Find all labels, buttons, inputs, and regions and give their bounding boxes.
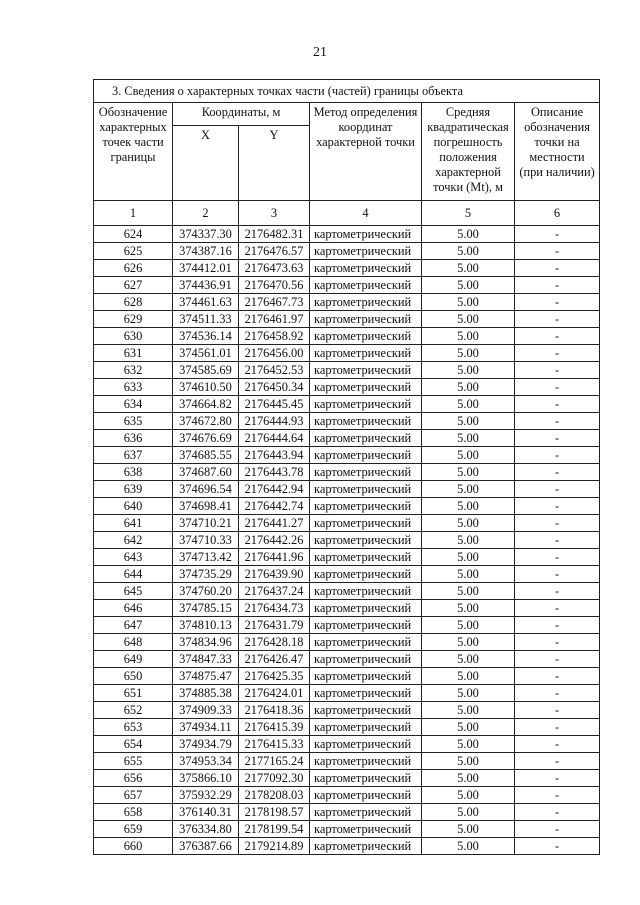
cell-y: 2178199.54 <box>239 821 310 838</box>
cell-point-id: 654 <box>94 736 173 753</box>
cell-point-id: 628 <box>94 294 173 311</box>
cell-point-id: 631 <box>94 345 173 362</box>
cell-method: картометрический <box>310 736 422 753</box>
cell-description: - <box>515 685 600 702</box>
cell-mean-error: 5.00 <box>422 838 515 855</box>
cell-mean-error: 5.00 <box>422 413 515 430</box>
cell-description: - <box>515 651 600 668</box>
cell-mean-error: 5.00 <box>422 668 515 685</box>
cell-mean-error: 5.00 <box>422 447 515 464</box>
cell-x: 374909.33 <box>173 702 239 719</box>
cell-method: картометрический <box>310 566 422 583</box>
table-row <box>94 549 600 566</box>
cell-method: картометрический <box>310 583 422 600</box>
table-row <box>94 294 600 311</box>
cell-y: 2176442.26 <box>239 532 310 549</box>
table-row <box>94 481 600 498</box>
cell-method: картометрический <box>310 498 422 515</box>
cell-x: 374461.63 <box>173 294 239 311</box>
cell-description: - <box>515 481 600 498</box>
cell-description: - <box>515 515 600 532</box>
header-coordinates: Координаты, м <box>173 103 310 126</box>
table-row <box>94 821 600 838</box>
cell-x: 374698.41 <box>173 498 239 515</box>
cell-x: 374387.16 <box>173 243 239 260</box>
table-row <box>94 651 600 668</box>
cell-description: - <box>515 311 600 328</box>
cell-x: 374536.14 <box>173 328 239 345</box>
cell-x: 374696.54 <box>173 481 239 498</box>
table-row <box>94 311 600 328</box>
table-row <box>94 515 600 532</box>
boundary-points-table <box>93 79 600 855</box>
cell-mean-error: 5.00 <box>422 702 515 719</box>
cell-method: картометрический <box>310 294 422 311</box>
cell-point-id: 651 <box>94 685 173 702</box>
cell-x: 374710.21 <box>173 515 239 532</box>
cell-y: 2176458.92 <box>239 328 310 345</box>
cell-description: - <box>515 753 600 770</box>
cell-method: картометрический <box>310 770 422 787</box>
column-number: 4 <box>310 201 422 226</box>
cell-y: 2176452.53 <box>239 362 310 379</box>
cell-point-id: 639 <box>94 481 173 498</box>
cell-description: - <box>515 770 600 787</box>
table-row <box>94 379 600 396</box>
cell-description: - <box>515 260 600 277</box>
cell-method: картометрический <box>310 753 422 770</box>
cell-description: - <box>515 413 600 430</box>
cell-y: 2176441.96 <box>239 549 310 566</box>
cell-point-id: 658 <box>94 804 173 821</box>
cell-mean-error: 5.00 <box>422 651 515 668</box>
table-row <box>94 532 600 549</box>
cell-x: 374934.11 <box>173 719 239 736</box>
cell-y: 2176476.57 <box>239 243 310 260</box>
cell-method: картометрический <box>310 804 422 821</box>
cell-mean-error: 5.00 <box>422 600 515 617</box>
cell-point-id: 633 <box>94 379 173 396</box>
cell-method: картометрический <box>310 719 422 736</box>
cell-point-id: 644 <box>94 566 173 583</box>
cell-description: - <box>515 838 600 855</box>
cell-method: картометрический <box>310 668 422 685</box>
cell-x: 374412.01 <box>173 260 239 277</box>
cell-point-id: 646 <box>94 600 173 617</box>
cell-x: 375932.29 <box>173 787 239 804</box>
header-y: Y <box>239 126 310 201</box>
cell-description: - <box>515 328 600 345</box>
cell-mean-error: 5.00 <box>422 685 515 702</box>
cell-method: картометрический <box>310 396 422 413</box>
table-row <box>94 396 600 413</box>
cell-point-id: 655 <box>94 753 173 770</box>
cell-mean-error: 5.00 <box>422 719 515 736</box>
page-number: 21 <box>313 45 327 60</box>
cell-y: 2176442.94 <box>239 481 310 498</box>
cell-y: 2176415.39 <box>239 719 310 736</box>
header-mean-error: Средняя квадратическая погрешность положения характерной точки (Mt), м <box>422 103 515 201</box>
cell-y: 2176461.97 <box>239 311 310 328</box>
cell-point-id: 642 <box>94 532 173 549</box>
cell-y: 2176470.56 <box>239 277 310 294</box>
cell-x: 376140.31 <box>173 804 239 821</box>
cell-description: - <box>515 566 600 583</box>
cell-y: 2177165.24 <box>239 753 310 770</box>
cell-mean-error: 5.00 <box>422 396 515 413</box>
cell-x: 374760.20 <box>173 583 239 600</box>
cell-description: - <box>515 396 600 413</box>
cell-x: 374585.69 <box>173 362 239 379</box>
cell-x: 374953.34 <box>173 753 239 770</box>
cell-description: - <box>515 532 600 549</box>
cell-method: картометрический <box>310 481 422 498</box>
cell-method: картометрический <box>310 515 422 532</box>
cell-mean-error: 5.00 <box>422 362 515 379</box>
cell-point-id: 640 <box>94 498 173 515</box>
cell-x: 374511.33 <box>173 311 239 328</box>
table-row <box>94 736 600 753</box>
column-number: 6 <box>515 201 600 226</box>
cell-y: 2176439.90 <box>239 566 310 583</box>
cell-point-id: 660 <box>94 838 173 855</box>
column-number: 1 <box>94 201 173 226</box>
cell-description: - <box>515 362 600 379</box>
cell-description: - <box>515 702 600 719</box>
cell-method: картометрический <box>310 617 422 634</box>
table-row <box>94 345 600 362</box>
cell-y: 2176444.93 <box>239 413 310 430</box>
cell-method: картометрический <box>310 260 422 277</box>
cell-x: 374885.38 <box>173 685 239 702</box>
cell-mean-error: 5.00 <box>422 770 515 787</box>
cell-mean-error: 5.00 <box>422 787 515 804</box>
table-row <box>94 804 600 821</box>
header-x: X <box>173 126 239 201</box>
cell-method: картометрический <box>310 838 422 855</box>
table-row <box>94 328 600 345</box>
cell-description: - <box>515 634 600 651</box>
cell-x: 374735.29 <box>173 566 239 583</box>
cell-point-id: 625 <box>94 243 173 260</box>
header-method: Метод определения координат характерной точки <box>310 103 422 201</box>
cell-y: 2176428.18 <box>239 634 310 651</box>
cell-point-id: 645 <box>94 583 173 600</box>
cell-x: 374436.91 <box>173 277 239 294</box>
cell-point-id: 630 <box>94 328 173 345</box>
cell-x: 374810.13 <box>173 617 239 634</box>
cell-x: 374664.82 <box>173 396 239 413</box>
cell-y: 2176443.94 <box>239 447 310 464</box>
table-row <box>94 787 600 804</box>
cell-method: картометрический <box>310 328 422 345</box>
table-row <box>94 413 600 430</box>
table-row <box>94 600 600 617</box>
table-row <box>94 566 600 583</box>
cell-y: 2176467.73 <box>239 294 310 311</box>
cell-point-id: 629 <box>94 311 173 328</box>
cell-y: 2179214.89 <box>239 838 310 855</box>
cell-method: картометрический <box>310 413 422 430</box>
cell-method: картометрический <box>310 702 422 719</box>
cell-x: 374672.80 <box>173 413 239 430</box>
cell-method: картометрический <box>310 447 422 464</box>
cell-mean-error: 5.00 <box>422 532 515 549</box>
cell-y: 2176445.45 <box>239 396 310 413</box>
section-title-row <box>94 80 600 103</box>
cell-y: 2176441.27 <box>239 515 310 532</box>
cell-x: 374337.30 <box>173 226 239 243</box>
cell-description: - <box>515 736 600 753</box>
cell-description: - <box>515 226 600 243</box>
cell-description: - <box>515 294 600 311</box>
table-row <box>94 634 600 651</box>
cell-point-id: 626 <box>94 260 173 277</box>
cell-description: - <box>515 464 600 481</box>
cell-method: картометрический <box>310 600 422 617</box>
cell-mean-error: 5.00 <box>422 566 515 583</box>
cell-x: 374685.55 <box>173 447 239 464</box>
cell-method: картометрический <box>310 226 422 243</box>
column-number: 2 <box>173 201 239 226</box>
cell-x: 374610.50 <box>173 379 239 396</box>
cell-point-id: 641 <box>94 515 173 532</box>
cell-mean-error: 5.00 <box>422 617 515 634</box>
table-row <box>94 277 600 294</box>
cell-description: - <box>515 719 600 736</box>
cell-mean-error: 5.00 <box>422 515 515 532</box>
cell-x: 374676.69 <box>173 430 239 447</box>
cell-point-id: 649 <box>94 651 173 668</box>
cell-x: 374847.33 <box>173 651 239 668</box>
cell-y: 2176424.01 <box>239 685 310 702</box>
cell-mean-error: 5.00 <box>422 821 515 838</box>
cell-point-id: 653 <box>94 719 173 736</box>
cell-description: - <box>515 804 600 821</box>
cell-point-id: 637 <box>94 447 173 464</box>
cell-description: - <box>515 345 600 362</box>
cell-method: картометрический <box>310 651 422 668</box>
cell-x: 376387.66 <box>173 838 239 855</box>
cell-method: картометрический <box>310 277 422 294</box>
cell-y: 2176444.64 <box>239 430 310 447</box>
table-row <box>94 702 600 719</box>
cell-mean-error: 5.00 <box>422 634 515 651</box>
cell-description: - <box>515 617 600 634</box>
cell-point-id: 647 <box>94 617 173 634</box>
cell-method: картометрический <box>310 311 422 328</box>
header-description: Описание обозначения точки на местности (при наличии) <box>515 103 600 201</box>
cell-mean-error: 5.00 <box>422 753 515 770</box>
table-row <box>94 498 600 515</box>
cell-method: картометрический <box>310 243 422 260</box>
cell-mean-error: 5.00 <box>422 345 515 362</box>
cell-mean-error: 5.00 <box>422 379 515 396</box>
cell-y: 2177092.30 <box>239 770 310 787</box>
cell-description: - <box>515 277 600 294</box>
cell-method: картометрический <box>310 379 422 396</box>
cell-y: 2176482.31 <box>239 226 310 243</box>
cell-method: картометрический <box>310 549 422 566</box>
cell-mean-error: 5.00 <box>422 260 515 277</box>
cell-y: 2176415.33 <box>239 736 310 753</box>
cell-point-id: 643 <box>94 549 173 566</box>
cell-mean-error: 5.00 <box>422 328 515 345</box>
cell-y: 2176418.36 <box>239 702 310 719</box>
cell-description: - <box>515 583 600 600</box>
cell-y: 2176443.78 <box>239 464 310 481</box>
header-row <box>94 103 600 126</box>
cell-point-id: 656 <box>94 770 173 787</box>
cell-description: - <box>515 243 600 260</box>
table-row <box>94 685 600 702</box>
cell-method: картометрический <box>310 345 422 362</box>
cell-mean-error: 5.00 <box>422 311 515 328</box>
section-title: 3. Сведения о характерных точках части (частей) границы объекта <box>94 80 600 103</box>
cell-mean-error: 5.00 <box>422 549 515 566</box>
header-point-designation: Обозначение характерных точек части границы <box>94 103 173 201</box>
cell-method: картометрический <box>310 787 422 804</box>
cell-description: - <box>515 787 600 804</box>
cell-x: 374934.79 <box>173 736 239 753</box>
cell-x: 374875.47 <box>173 668 239 685</box>
table-row <box>94 447 600 464</box>
cell-y: 2176473.63 <box>239 260 310 277</box>
table-row <box>94 838 600 855</box>
cell-method: картометрический <box>310 464 422 481</box>
cell-x: 376334.80 <box>173 821 239 838</box>
cell-description: - <box>515 821 600 838</box>
cell-x: 374785.15 <box>173 600 239 617</box>
table-row <box>94 668 600 685</box>
cell-method: картометрический <box>310 430 422 447</box>
cell-description: - <box>515 549 600 566</box>
cell-x: 374834.96 <box>173 634 239 651</box>
table-row <box>94 362 600 379</box>
cell-description: - <box>515 600 600 617</box>
table-row <box>94 583 600 600</box>
cell-point-id: 635 <box>94 413 173 430</box>
cell-y: 2178198.57 <box>239 804 310 821</box>
cell-x: 374687.60 <box>173 464 239 481</box>
cell-point-id: 657 <box>94 787 173 804</box>
table-row <box>94 260 600 277</box>
cell-mean-error: 5.00 <box>422 226 515 243</box>
cell-y: 2178208.03 <box>239 787 310 804</box>
cell-y: 2176426.47 <box>239 651 310 668</box>
cell-y: 2176425.35 <box>239 668 310 685</box>
cell-mean-error: 5.00 <box>422 294 515 311</box>
cell-point-id: 634 <box>94 396 173 413</box>
cell-description: - <box>515 668 600 685</box>
cell-y: 2176456.00 <box>239 345 310 362</box>
cell-mean-error: 5.00 <box>422 498 515 515</box>
cell-mean-error: 5.00 <box>422 464 515 481</box>
cell-mean-error: 5.00 <box>422 583 515 600</box>
cell-method: картометрический <box>310 532 422 549</box>
table-row <box>94 464 600 481</box>
cell-point-id: 659 <box>94 821 173 838</box>
table-row <box>94 617 600 634</box>
table-row <box>94 770 600 787</box>
cell-mean-error: 5.00 <box>422 736 515 753</box>
cell-x: 375866.10 <box>173 770 239 787</box>
cell-point-id: 624 <box>94 226 173 243</box>
cell-mean-error: 5.00 <box>422 804 515 821</box>
column-number: 5 <box>422 201 515 226</box>
cell-point-id: 648 <box>94 634 173 651</box>
cell-description: - <box>515 447 600 464</box>
cell-y: 2176437.24 <box>239 583 310 600</box>
table-row <box>94 226 600 243</box>
table-row <box>94 243 600 260</box>
cell-point-id: 636 <box>94 430 173 447</box>
cell-y: 2176450.34 <box>239 379 310 396</box>
cell-method: картометрический <box>310 821 422 838</box>
cell-method: картометрический <box>310 634 422 651</box>
column-numbers-row <box>94 201 600 226</box>
cell-point-id: 650 <box>94 668 173 685</box>
cell-point-id: 652 <box>94 702 173 719</box>
cell-point-id: 627 <box>94 277 173 294</box>
cell-mean-error: 5.00 <box>422 277 515 294</box>
cell-x: 374710.33 <box>173 532 239 549</box>
cell-description: - <box>515 498 600 515</box>
cell-point-id: 632 <box>94 362 173 379</box>
cell-method: картометрический <box>310 362 422 379</box>
table-row <box>94 430 600 447</box>
cell-y: 2176431.79 <box>239 617 310 634</box>
cell-y: 2176434.73 <box>239 600 310 617</box>
table-row <box>94 753 600 770</box>
cell-mean-error: 5.00 <box>422 481 515 498</box>
table-row <box>94 719 600 736</box>
cell-x: 374561.01 <box>173 345 239 362</box>
cell-description: - <box>515 430 600 447</box>
cell-mean-error: 5.00 <box>422 430 515 447</box>
cell-method: картометрический <box>310 685 422 702</box>
cell-y: 2176442.74 <box>239 498 310 515</box>
cell-mean-error: 5.00 <box>422 243 515 260</box>
column-number: 3 <box>239 201 310 226</box>
cell-description: - <box>515 379 600 396</box>
cell-x: 374713.42 <box>173 549 239 566</box>
cell-point-id: 638 <box>94 464 173 481</box>
